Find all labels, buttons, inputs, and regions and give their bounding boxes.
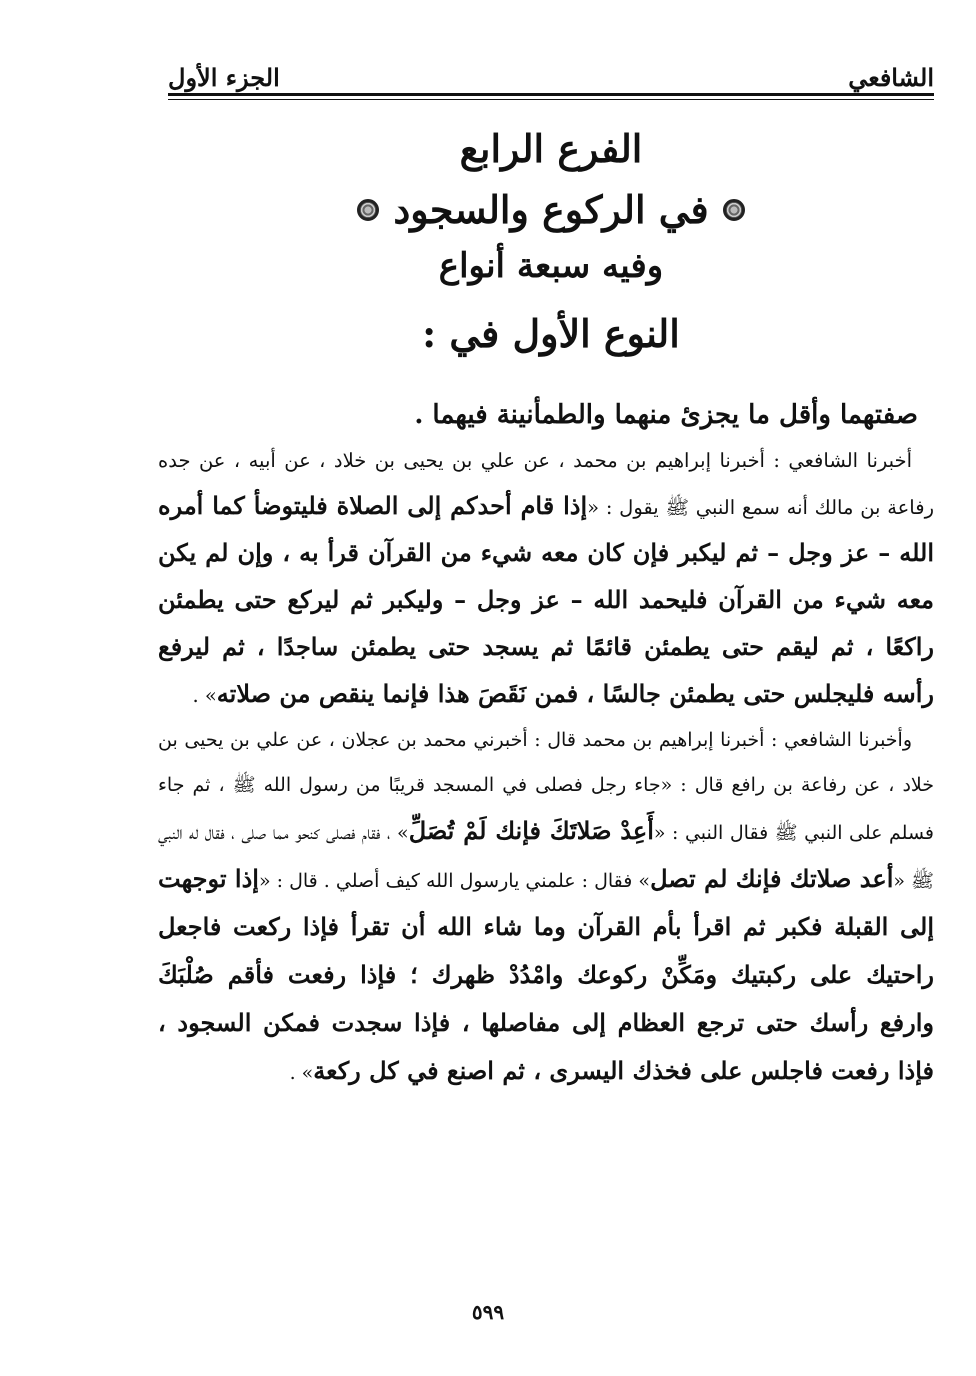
paragraph-hadith-1 xyxy=(158,438,934,718)
header-rule-thick xyxy=(168,93,934,96)
section-lead: صفتهما وأقل ما يجزئ منهما والطمأنينة فيهما . xyxy=(414,400,918,430)
hadith-quote-c: إذا توجهت إلى القبلة فكبر ثم اقرأ بأم القرآن وما شاء الله أن تقرأ فإذا ركعت فاجعل راحتيك على ركبتيك ومَكِّنْ ركوعك وامْدُدْ ظهرك ؛ فإذا رفعت فأقم صُلْبَكَ وارفع رأسك حتى ترجع العظام إلى مفاصلها ، فإذا سجدت فمكن السجود ، فإذا رفعت فاجلس على فخذك اليسرى ، ثم اصنع في كل ركعة xyxy=(158,864,934,1085)
running-header xyxy=(168,48,934,92)
chapter-titles xyxy=(168,118,934,372)
isnad-2: وأخبرنا الشافعي : أخبرنا إبراهيم بن محمد قال : أخبرني محمد بن عجلان ، عن علي بن يحيى بن خلاد ، عن رفاعة بن رافع قال : «جاء رجل فصلى في المسجد قريبًا من رسول الله ﷺ ، ثم جاء فسلم على النبي ﷺ فقال النبي : « xyxy=(158,729,934,844)
page-number: ٥٩٩ xyxy=(471,1300,505,1324)
ornament-flower-icon xyxy=(357,199,379,221)
header-author: الشافعي xyxy=(848,63,934,92)
narration-mid-1: » ، فقام فصلى كنحو مما صلى ، فقال له النبي ﷺ « xyxy=(158,822,935,892)
hadith-text-1: إذا قام أحدكم إلى الصلاة فليتوضأ كما أمره الله – عز وجل – ثم ليكبر فإن كان معه شيء من القرآن قرأ به ، وإن لم يكن معه شيء من القرآن فليحمد الله – عز وجل – وليكبر ثم ليركع حتى يطمئن راكعًا ، ثم ليقم حتى يطمئن قائمًا ثم يسجد حتى يطمئن ساجدًا ، ثم ليرفع رأسه فليجلس حتى يطمئن جالسًا ، فمن نَقَصَ هذا فإنما ينقص من صلاته xyxy=(158,491,934,708)
ornament-flower-icon xyxy=(723,199,745,221)
narration-mid-2: » فقال : علمني يارسول الله كيف أصلي . قال : « xyxy=(258,870,651,892)
paragraph-hadith-2 xyxy=(158,718,934,1096)
hadith-quote-b: أعد صلاتك فإنك لم تصل xyxy=(650,864,894,893)
quote-close-2: » . xyxy=(289,1062,314,1084)
kinds-title: وفيه سبعة أنواع xyxy=(438,246,664,286)
header-volume: الجزء الأول xyxy=(168,63,280,92)
branch-title: الفرع الرابع xyxy=(459,126,643,171)
hadith-quote-a: أَعِدْ صَلاتَكَ فإنك لَمْ تُصَلِّ xyxy=(408,816,654,845)
quote-close-1: » . xyxy=(192,684,217,707)
isnad-1: أخبرنا الشافعي : أخبرنا إبراهيم بن محمد ، عن علي بن يحيى بن خلاد ، عن أبيه ، عن جده رفاعة بن مالك أنه سمع النبي ﷺ يقول : « xyxy=(158,449,934,519)
header-rule-thin xyxy=(168,99,934,100)
body-text xyxy=(158,392,934,1096)
subject-title-row xyxy=(168,180,934,240)
subject-title: في الركوع والسجود xyxy=(393,187,709,232)
first-kind-title: النوع الأول في : xyxy=(422,311,680,356)
